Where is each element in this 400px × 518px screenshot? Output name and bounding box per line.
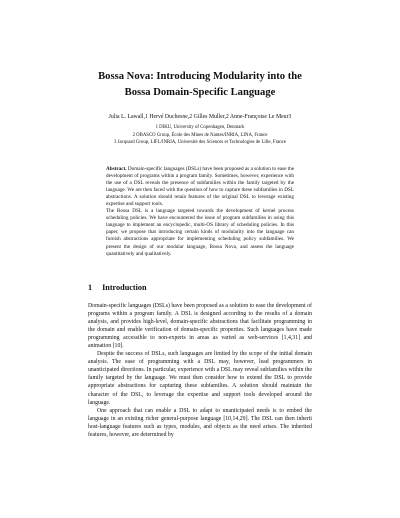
body-paragraph-3: One approach that can enable a DSL to adapt to unanticipated needs is to embed the language in an existing richer general-purpose language [10,14,29]. The DSL can then inherit host-language features such as types, modules, and objects as the need arises. The inherited features, however, are determined by <box>88 407 312 438</box>
paper-title <box>40 69 360 100</box>
title-line-1: Bossa Nova: Introducing Modularity into the <box>98 71 302 82</box>
author-list: Julia L. Lawall,1 Hervé Duchesne,2 Gilles Muller,2 Anne-Françoise Le Meur3 <box>108 114 292 120</box>
affiliations <box>20 124 380 147</box>
abstract-text-1: Domain-specific languages (DSLs) have been proposed as a solution to ease the development of programs within a program family. Sometimes, however, experience with the use of a DSL reveals the presence of subfamilies within the family targeted by the language. We are then faced with the question of how to capture these subfamilies in DSL abstractions. A solution should retain features of the original DSL to leverage existing expertise and support tools. <box>106 166 294 208</box>
body-paragraph-2: Despite the success of DSLs, such languages are limited by the scope of the initial domain analysis. The ease of programming with a DSL may, however, lead programmers in unanticipated directions. In particular, experience with a DSL may reveal subfamilies within the family targeted by the language. We must then consider how to extend the DSL to provide appropriate abstractions for capturing these subfamilies. A solution should maintain the character of the DSL, to leverage the expertise and support tools developed around the language. <box>88 351 312 406</box>
abstract <box>106 166 294 258</box>
section-number: 1 <box>88 283 93 292</box>
title-line-2: Bossa Domain-Specific Language <box>124 86 276 98</box>
affiliation-2: 2 OBASCO Group, École des Mines de Nantes/INRIA, LINA, France <box>132 132 268 138</box>
affiliation-1: 1 DIKU, University of Copenhagen, Denmark <box>155 125 245 130</box>
section-title: Introduction <box>102 283 147 292</box>
abstract-paragraph-1 <box>106 166 294 208</box>
abstract-label: Abstract. <box>106 166 127 172</box>
body-paragraph-1: Domain-specific languages (DSLs) have been proposed as a solution to ease the development of programs within a program family. A DSL is designed according to the results of a domain analysis, and provides high-level, domain-specific abstractions that facilitate programming in the domain and enable verification of domain-specific properties. Such languages have made programming accessible to non-experts in areas as varied as web-services [1,4,31] and animation [10]. <box>88 303 312 350</box>
abstract-paragraph-2: The Bossa DSL is a language targeted towards the development of kernel process scheduling policies. We have encountered the issue of program subfamilies in using this language to implement an encyclopedic, multi-OS library of scheduling policies. In this paper, we propose that introducing certain kinds of modularity into the language can furnish abstractions appropriate for implementing scheduling policy subfamilies. We present the design of our modular language, Bossa Nova, and assess the language quantitatively and qualitatively. <box>106 208 294 257</box>
body-text <box>88 302 312 439</box>
affiliation-3: 3 Jacquard Group, LIFL/INRIA, Université des Sciences et Technologies de Lille, France <box>114 140 286 146</box>
section-heading <box>88 283 147 293</box>
